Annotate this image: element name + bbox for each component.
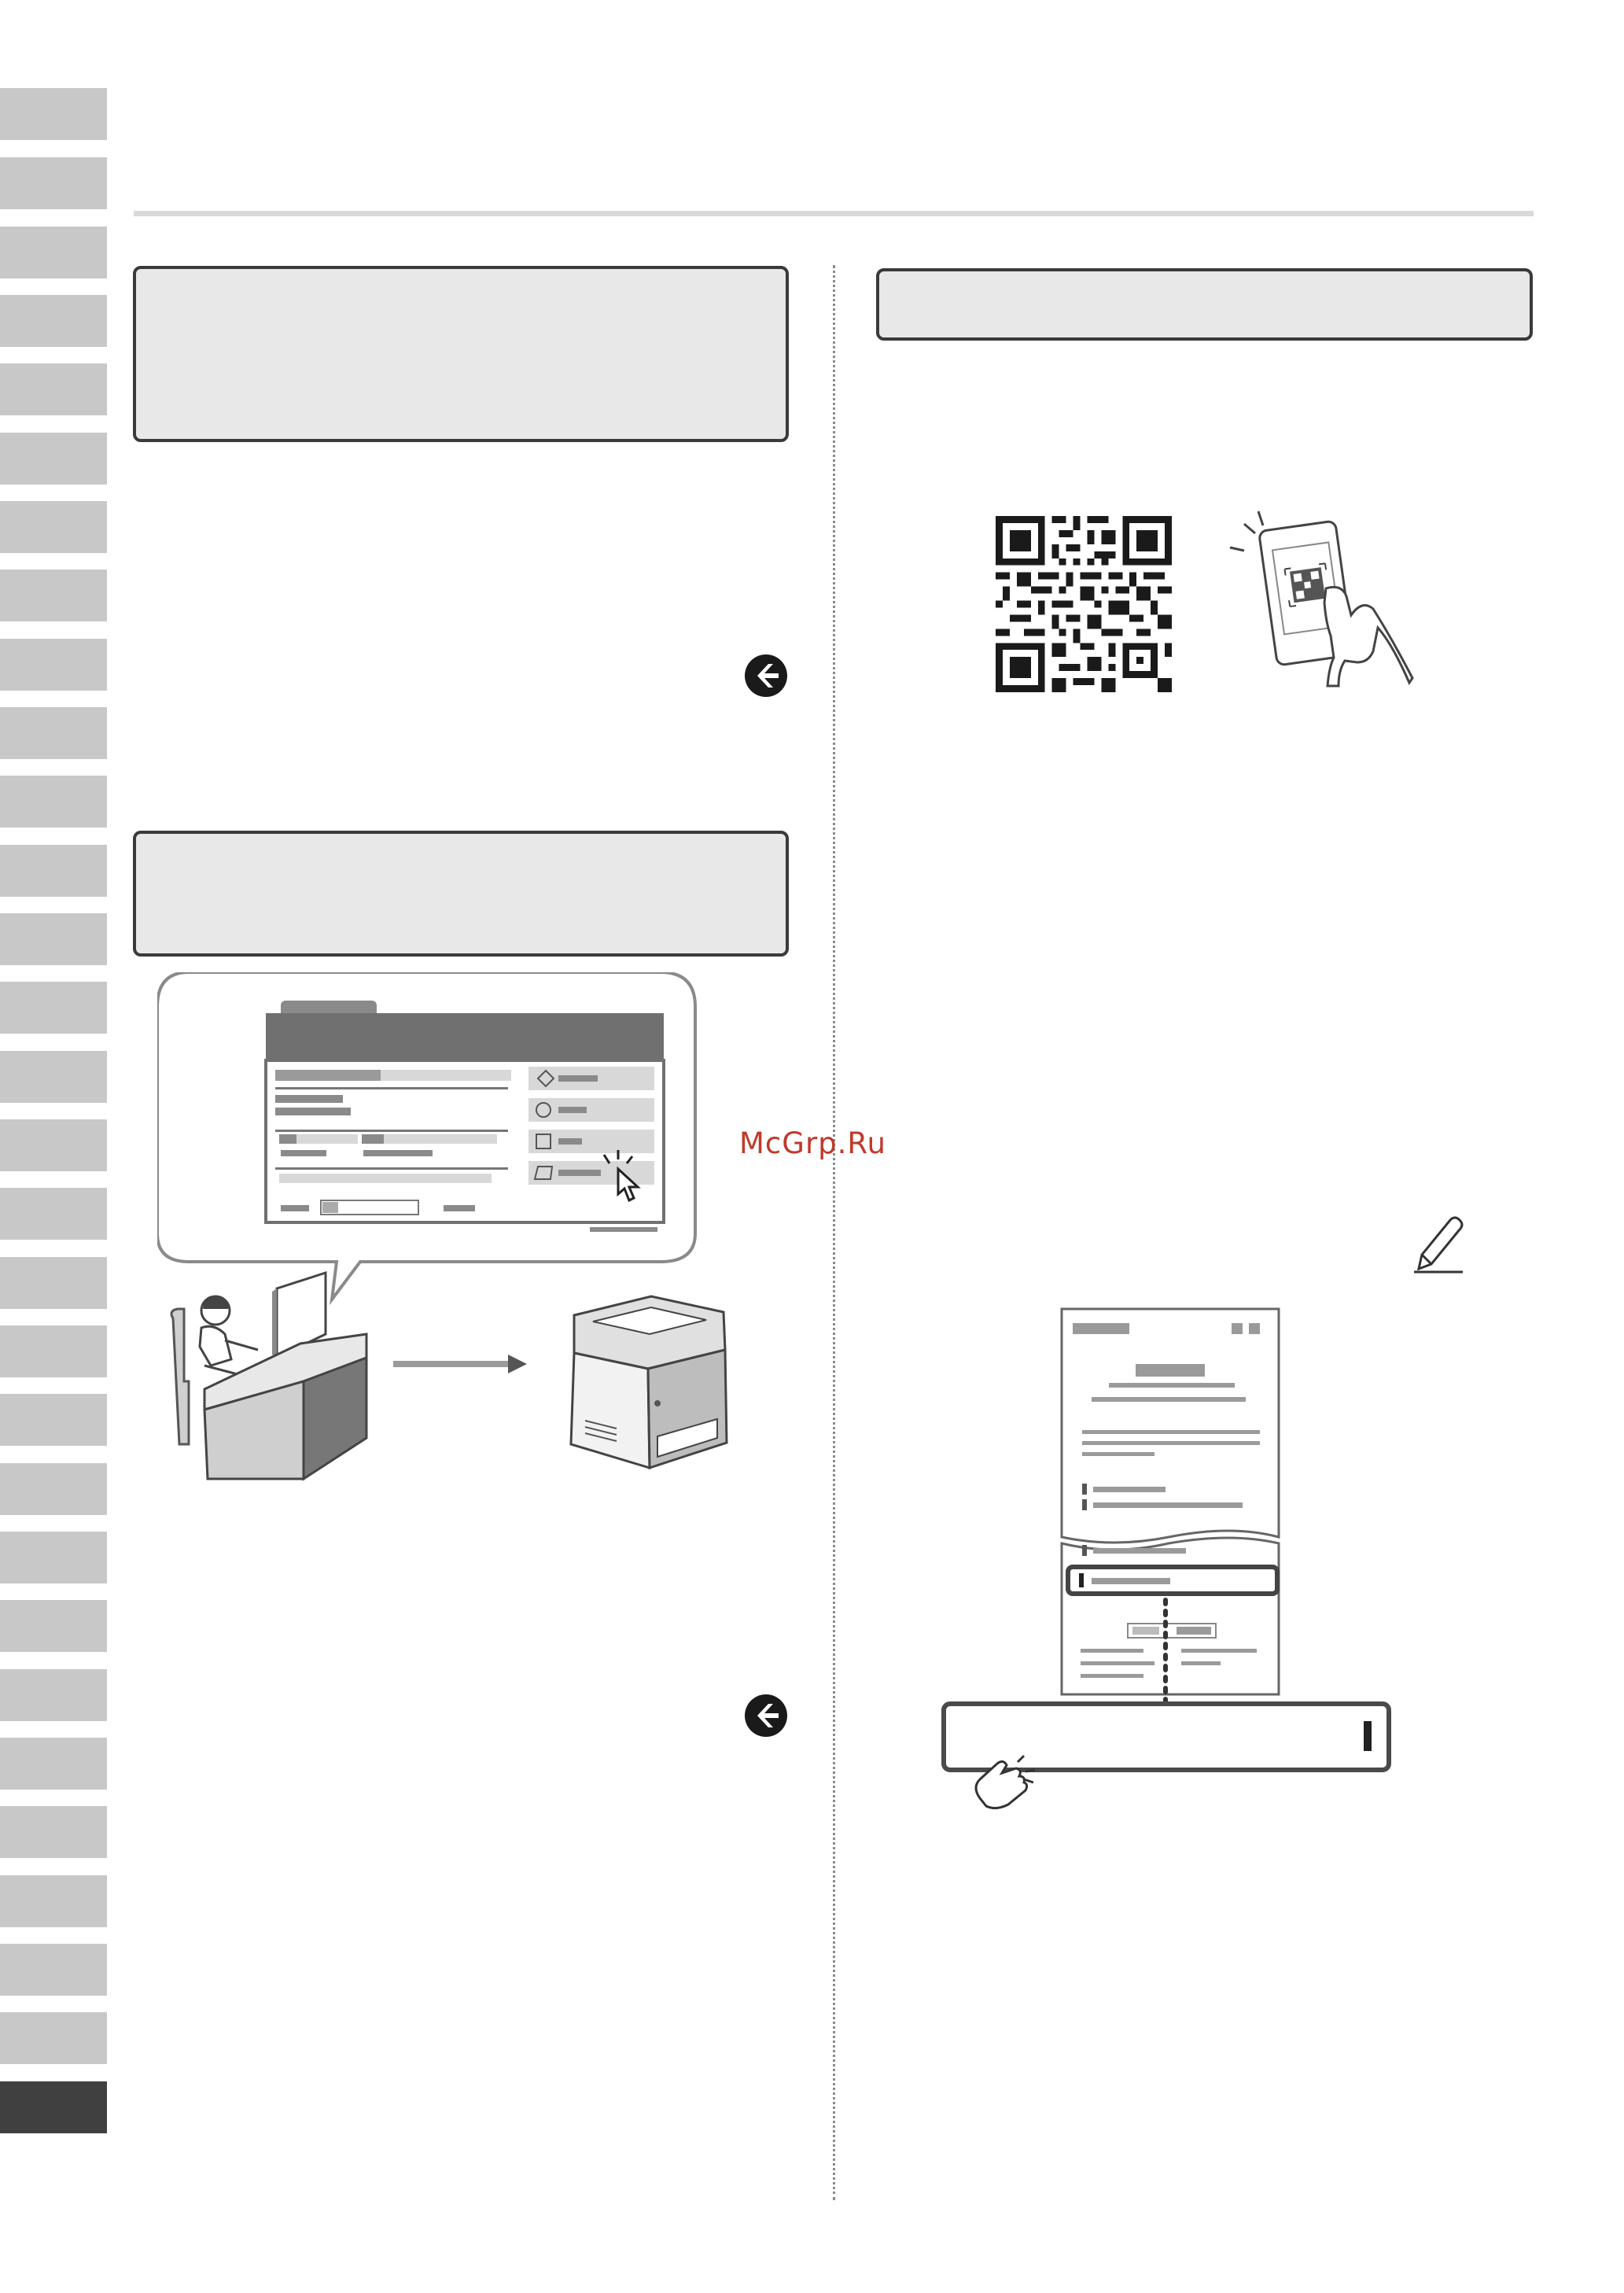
index-tab[interactable] [0, 295, 107, 347]
index-tab[interactable] [0, 913, 107, 965]
index-tab[interactable] [0, 157, 107, 209]
index-tab[interactable] [0, 363, 107, 415]
heading-box-2 [133, 831, 789, 957]
index-tab[interactable] [0, 1051, 107, 1103]
arrow-left-circle-icon[interactable] [744, 1694, 788, 1738]
index-tab[interactable] [0, 570, 107, 621]
index-tab[interactable] [0, 1394, 107, 1446]
index-tab[interactable] [0, 2012, 107, 2064]
printer-icon [571, 1296, 727, 1468]
index-tab[interactable] [0, 845, 107, 897]
index-tab[interactable] [0, 1944, 107, 1996]
heading-box-3 [876, 268, 1533, 341]
index-tab[interactable] [0, 982, 107, 1034]
index-tab[interactable] [0, 501, 107, 553]
phone-scan-icon [1224, 505, 1428, 725]
index-tab[interactable] [0, 227, 107, 278]
index-tab[interactable] [0, 1257, 107, 1309]
user-at-computer-icon [171, 1273, 366, 1479]
index-tab-active[interactable] [0, 2081, 107, 2133]
index-tab[interactable] [0, 1463, 107, 1515]
index-tab[interactable] [0, 88, 107, 140]
index-tab[interactable] [0, 639, 107, 691]
index-tab[interactable] [0, 1600, 107, 1652]
touch-input-icon[interactable] [941, 1701, 1412, 1811]
remote-ui-illustration [157, 972, 755, 1491]
pencil-icon [1412, 1214, 1464, 1275]
index-tab[interactable] [0, 1669, 107, 1721]
column-divider [833, 265, 835, 2200]
remote-ui-screen-icon [266, 1001, 664, 1232]
index-tab[interactable] [0, 433, 107, 485]
index-tab[interactable] [0, 707, 107, 759]
index-tab[interactable] [0, 1325, 107, 1377]
heading-box-1 [133, 266, 789, 442]
index-tab[interactable] [0, 1738, 107, 1790]
watermark: McGrp.Ru [739, 1126, 886, 1160]
index-tab[interactable] [0, 1119, 107, 1171]
qr-code-icon[interactable] [996, 516, 1172, 692]
index-tab[interactable] [0, 1875, 107, 1927]
index-tab[interactable] [0, 1188, 107, 1240]
arrow-left-circle-icon[interactable] [744, 654, 788, 698]
index-tab[interactable] [0, 1806, 107, 1858]
index-tab[interactable] [0, 1532, 107, 1583]
header-rule [134, 211, 1534, 216]
index-tab[interactable] [0, 776, 107, 828]
